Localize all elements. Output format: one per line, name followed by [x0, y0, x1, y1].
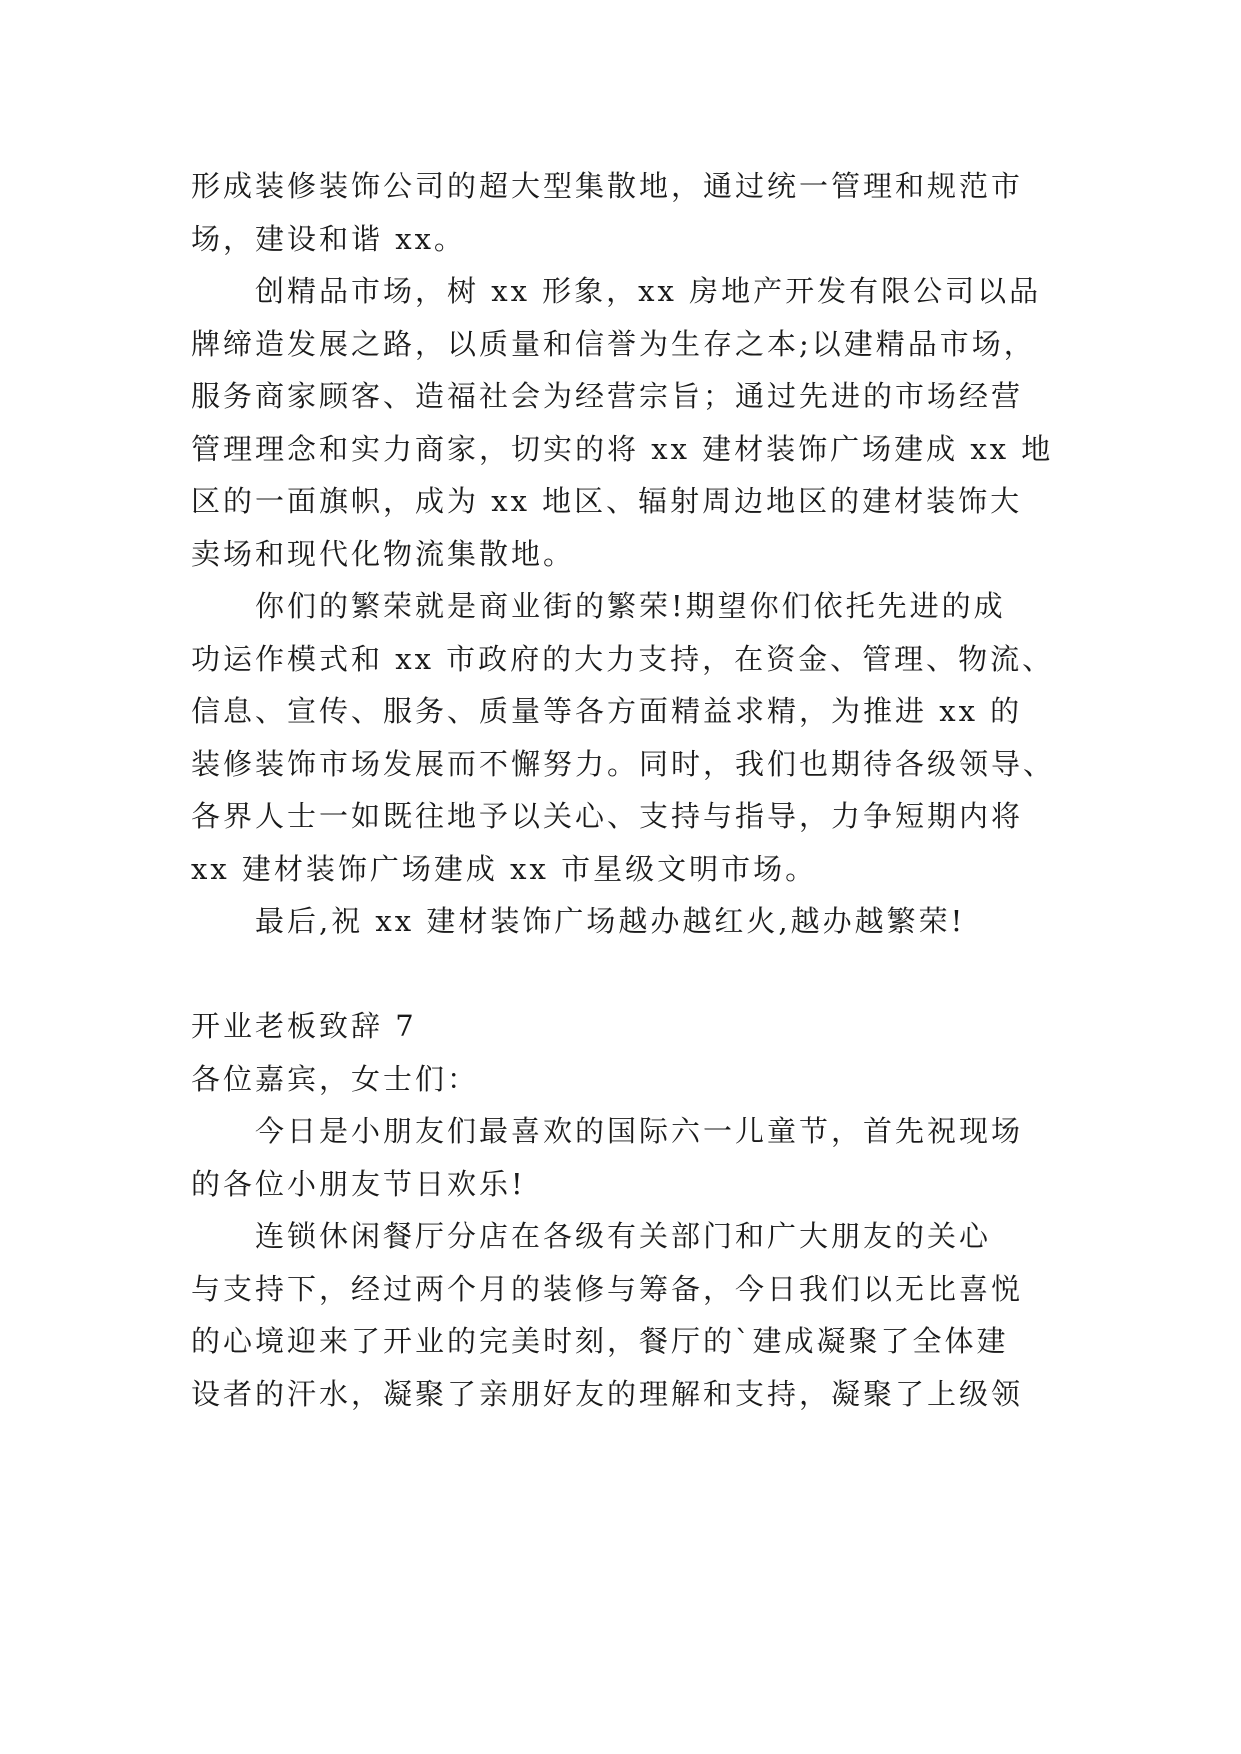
- paragraph-line: 牌缔造发展之路，以质量和信誉为生存之本;以建精品市场，: [191, 326, 1036, 361]
- paragraph-line: 今日是小朋友们最喜欢的国际六一儿童节，首先祝现场: [255, 1114, 1024, 1148]
- paragraph-line: 管理理念和实力商家，切实的将 xx 建材装饰广场建成 xx 地: [191, 431, 1054, 466]
- paragraph-line: 创精品市场，树 xx 形象，xx 房地产开发有限公司以品: [255, 274, 1042, 308]
- paragraph-line: 各界人士一如既往地予以关心、支持与指导，力争短期内将: [191, 799, 1024, 833]
- paragraph-line: 区的一面旗帜，成为 xx 地区、辐射周边地区的建材装饰大: [191, 484, 1023, 518]
- salutation: 各位嘉宾，女士们：: [191, 1061, 480, 1096]
- paragraph-line: 连锁休闲餐厅分店在各级有关部门和广大朋友的关心: [255, 1219, 992, 1253]
- paragraph-line: 你们的繁荣就是商业街的繁荣!期望你们依托先进的成: [255, 589, 1006, 623]
- document-body: [191, 160, 1071, 1420]
- paragraph-line: 功运作模式和 xx 市政府的大力支持，在资金、管理、物流、: [191, 641, 1055, 676]
- paragraph-line: 信息、宣传、服务、质量等各方面精益求精，为推进 xx 的: [191, 694, 1023, 728]
- section-spacer: [191, 948, 1071, 1001]
- paragraph-line: 的心境迎来了开业的完美时刻，餐厅的`建成凝聚了全体建: [191, 1324, 1009, 1358]
- paragraph-line: 卖场和现代化物流集散地。: [191, 536, 576, 571]
- paragraph-line: 的各位小朋友节日欢乐!: [191, 1166, 526, 1201]
- paragraph-line: 最后,祝 xx 建材装饰广场越办越红火,越办越繁荣!: [255, 904, 966, 938]
- paragraph-line: xx 建材装饰广场建成 xx 市星级文明市场。: [191, 851, 818, 886]
- paragraph-line: 与支持下，经过两个月的装修与筹备，今日我们以无比喜悦: [191, 1271, 1024, 1306]
- paragraph-line: 形成装修装饰公司的超大型集散地，通过统一管理和规范市: [191, 169, 1024, 203]
- paragraph-line: 装修装饰市场发展而不懈努力。同时，我们也期待各级领导、: [191, 746, 1056, 781]
- paragraph-line: 场，建设和谐 xx。: [191, 221, 466, 256]
- section-heading: 开业老板致辞 7: [191, 1009, 417, 1043]
- paragraph-line: 服务商家顾客、造福社会为经营宗旨；通过先进的市场经营: [191, 379, 1024, 413]
- paragraph-line: 设者的汗水，凝聚了亲朋好友的理解和支持，凝聚了上级领: [191, 1376, 1024, 1411]
